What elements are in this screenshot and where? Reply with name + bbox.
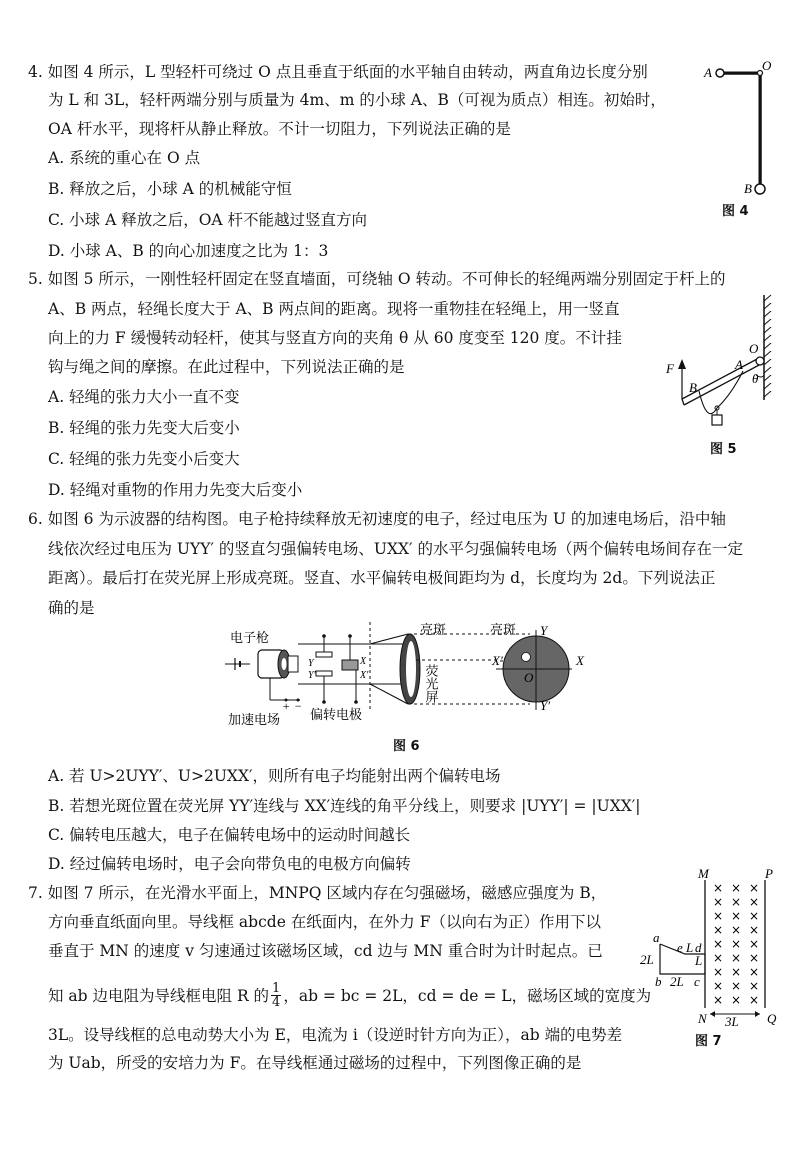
label-b: b (655, 974, 662, 989)
label-q: Q (767, 1011, 777, 1026)
label-2l-side: 2L (640, 952, 654, 967)
q7-line-1: 7. 如图 7 所示，在光滑水平面上，MNPQ 区域内存在匀强磁场，磁感应强度为 B， (28, 884, 607, 902)
label-a: A (735, 357, 743, 372)
field-cross: × (713, 951, 724, 965)
field-cross: × (713, 923, 724, 937)
label-p: P (765, 866, 773, 881)
q5-line-3: 向上的力 F 缓慢转动轻杆，使其与竖直方向的夹角 θ 从 60 度变至 120 度。不计挂 (48, 329, 622, 347)
field-cross: × (731, 909, 742, 923)
figure-6-caption: 图 6 (393, 739, 420, 754)
label-l-top: L (686, 940, 694, 955)
q4-option-b: B. 释放之后，小球 A 的机械能守恒 (48, 180, 292, 198)
field-cross: × (731, 965, 742, 979)
plate-y (316, 652, 332, 657)
q5-line-4: 钩与绳之间的摩擦。在此过程中，下列说法正确的是 (48, 358, 405, 376)
q5-option-a: A. 轻绳的张力大小一直不变 (48, 388, 240, 406)
weight (712, 415, 722, 425)
label-b: B (744, 181, 752, 196)
field-cross: × (731, 937, 742, 951)
q6-option-a: A. 若 U>2UYY′、U>2UXX′，则所有电子均能射出两个偏转电场 (48, 767, 501, 785)
q5-option-b: B. 轻绳的张力先变大后变小 (48, 419, 240, 437)
q4-line-2: 为 L 和 3L，轻杆两端分别与质量为 4m、m 的小球 A、B（可视为质点）相连。初始时， (48, 91, 666, 109)
label-accel: 加速电场 (228, 713, 281, 728)
label-m: M (698, 866, 709, 881)
label-x: X (576, 653, 584, 668)
figure-4-diagram (700, 60, 780, 220)
label-n: N (698, 1011, 707, 1026)
label-screen: 荧光屏 (422, 664, 438, 703)
label-el-x2: X′ (360, 670, 369, 681)
label-a: a (653, 930, 660, 945)
q6-line-4: 确的是 (48, 599, 95, 617)
q4-option-c: C. 小球 A 释放之后，OA 杆不能越过竖直方向 (48, 211, 368, 229)
field-cross: × (731, 993, 742, 1007)
field-cross: × (713, 881, 724, 895)
field-cross: × (731, 923, 742, 937)
field-cross: × (713, 895, 724, 909)
q4-option-d: D. 小球 A、B 的向心加速度之比为 1：3 (48, 242, 329, 260)
field-cross: × (731, 881, 742, 895)
label-o: O (749, 341, 759, 356)
q5-line-1: 5. 如图 5 所示，一刚性轻杆固定在竖直墙面，可绕轴 O 转动。不可伸长的轻绳两端分别固定于杆上的 (28, 270, 726, 288)
q7-line-4-start: 知 ab 边电阻为导线框电阻 R 的 (48, 986, 270, 1005)
field-cross: × (749, 951, 760, 965)
field-cross: × (749, 923, 760, 937)
label-2l-bottom: 2L (670, 974, 684, 989)
field-cross: × (713, 979, 724, 993)
q6-option-c: C. 偏转电压越大，电子在偏转电场中的运动时间越长 (48, 826, 411, 844)
q5-option-c: C. 轻绳的张力先变小后变大 (48, 450, 240, 468)
ball-b (755, 184, 765, 194)
q6-line-2: 线依次经过电压为 UYY′ 的竖直匀强偏转电场、UXX′ 的水平匀强偏转电场（两个偏转电场间存在一定 (48, 540, 743, 558)
q4-line-3: OA 杆水平，现将杆从静止释放。不计一切阻力，下列说法正确的是 (48, 120, 511, 138)
field-cross: × (713, 965, 724, 979)
label-gun: 电子枪 (230, 631, 270, 646)
field-cross: × (731, 979, 742, 993)
label-y2: Y′ (540, 698, 551, 713)
q6-line-1: 6. 如图 6 为示波器的结构图。电子枪持续释放无初速度的电子，经过电压为 U 的加速电场后，沿中轴 (28, 510, 726, 528)
figure-7-caption: 图 7 (695, 1034, 722, 1049)
field-cross: × (731, 951, 742, 965)
q6-option-d: D. 经过偏转电场时，电子会向带负电的电极方向偏转 (48, 855, 411, 873)
field-cross: × (749, 895, 760, 909)
label-deflect: 偏转电极 (310, 708, 363, 723)
q7-line-3: 垂直于 MN 的速度 v 匀速通过该磁场区域，cd 边与 MN 重合时为计时起点。已 (48, 942, 603, 960)
field-cross: × (749, 909, 760, 923)
q6-option-b: B. 若想光斑位置在荧光屏 YY′连线与 XX′连线的角平分线上，则要求 |UYY′| = |UXX′| (48, 797, 641, 815)
label-spot-2: 亮斑 (490, 623, 517, 638)
field-cross: × (731, 895, 742, 909)
magnetic-field-crosses (713, 881, 759, 1007)
q6-line-3: 距离）。最后打在荧光屏上形成亮斑。竖直、水平偏转电极间距均为 d，长度均为 2d。下列说法正 (48, 569, 716, 587)
pivot-o (756, 357, 764, 365)
q5-option-d: D. 轻绳对重物的作用力先变大后变小 (48, 481, 303, 499)
label-o: O (762, 58, 772, 73)
label-f: F (666, 361, 674, 376)
figure-4-caption: 图 4 (722, 204, 749, 219)
q7-line-2: 方向垂直纸面向里。导线框 abcde 在纸面内，在外力 F（以向右为正）作用下以 (48, 913, 601, 931)
q7-line-4 (48, 982, 651, 1009)
fraction-one-quarter (271, 982, 281, 1009)
label-x2: X′ (492, 653, 503, 668)
field-cross: × (749, 881, 760, 895)
field-cross: × (713, 993, 724, 1007)
fraction-numerator: 1 (272, 981, 281, 996)
label-theta: θ (752, 371, 759, 386)
q7-line-5: 3L。设导线框的总电动势大小为 E，电流为 i（设逆时针方向为正），ab 端的电势差 (48, 1026, 623, 1044)
label-a: A (704, 65, 712, 80)
q7-line-6: 为 Uab，所受的安培力为 F。在导线框通过磁场的过程中，下列图像正确的是 (48, 1054, 582, 1072)
label-o: O (524, 670, 534, 685)
plate-y2 (316, 671, 332, 676)
q4-option-a: A. 系统的重心在 O 点 (48, 149, 201, 167)
label-el-x: X (360, 656, 367, 667)
field-cross: × (713, 909, 724, 923)
label-b: B (689, 380, 697, 395)
label-e: e (677, 940, 683, 955)
figure-6-diagram (220, 622, 600, 732)
field-cross: × (713, 937, 724, 951)
field-cross: × (749, 979, 760, 993)
q4-line-1: 4. 如图 4 所示，L 型轻杆可绕过 O 点且垂直于纸面的水平轴自由转动，两直角边长度分别 (28, 63, 648, 81)
label-minus: − (294, 699, 303, 713)
label-el-y2: Y′ (308, 670, 316, 681)
label-el-y: Y (308, 658, 314, 669)
field-cross: × (749, 993, 760, 1007)
figure-5-caption: 图 5 (710, 442, 737, 457)
label-spot-1: 亮斑 (420, 623, 447, 638)
plate-x (342, 660, 358, 670)
field-cross: × (749, 965, 760, 979)
figure-5-diagram (665, 295, 785, 455)
label-d: d (695, 940, 702, 955)
label-c: c (694, 974, 700, 989)
bright-spot (522, 653, 531, 662)
q5-line-2: A、B 两点，轻绳长度大于 A、B 两点间的距离。现将一重物挂在轻绳上，用一竖直 (48, 300, 620, 318)
label-3l: 3L (725, 1014, 739, 1029)
field-cross: × (749, 937, 760, 951)
ball-a (716, 69, 724, 77)
label-plus: + (282, 699, 291, 713)
label-l-side: L (695, 953, 703, 968)
label-y: Y (540, 623, 548, 638)
fraction-denominator: 4 (272, 995, 281, 1010)
figure-7-diagram (640, 866, 795, 1038)
q7-line-4-end: ，ab = bc = 2L，cd = de = L，磁场区域的宽度为 (283, 986, 652, 1005)
